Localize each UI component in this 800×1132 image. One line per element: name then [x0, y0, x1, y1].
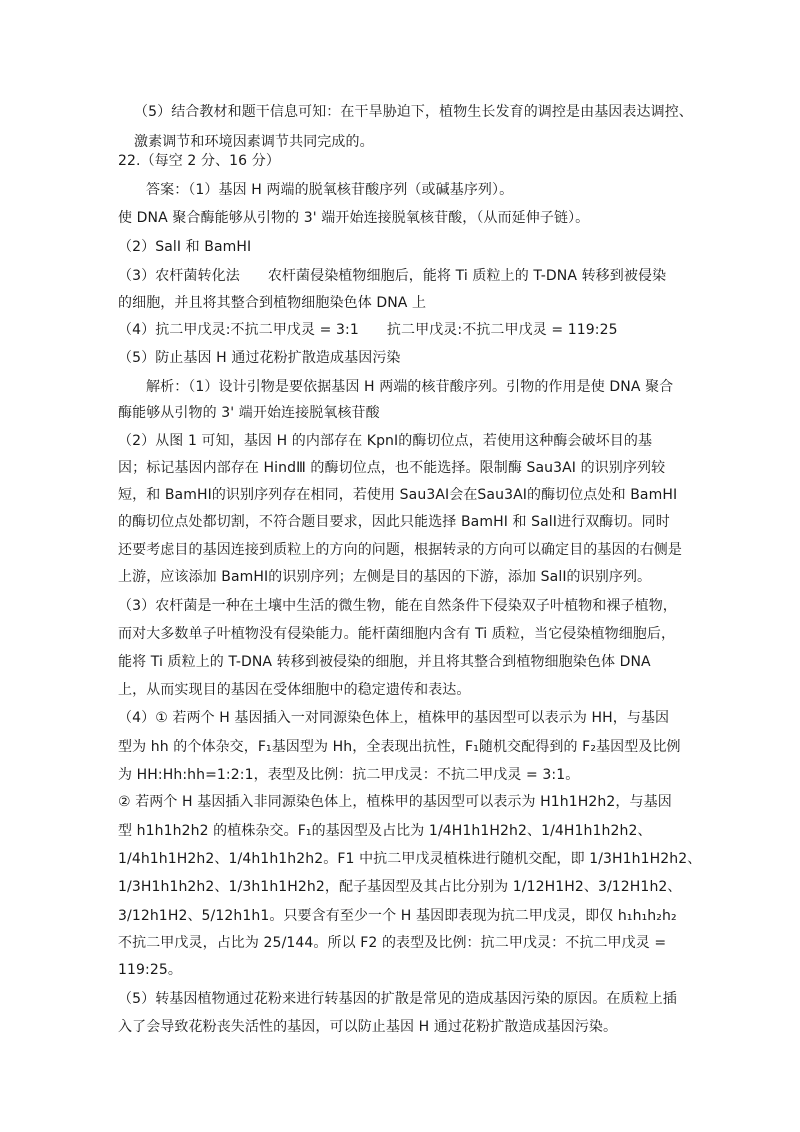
answer-2: （2）SalI 和 BamHI: [118, 239, 252, 255]
analysis-4-line5: 型 h1h1h2h2 的植株杂交。F₁的基因型及占比为 1/4H1h1H2h2、1/4H1h1h2h2、: [118, 823, 652, 839]
analysis-2-line1: （2）从图 1 可知，基因 H 的内部存在 KpnⅠ的酶切位点，若使用这种酶会破坏目的基: [118, 433, 653, 449]
analysis-2-line3: 短，和 BamHI的识别序列存在相同，若使用 Sau3AI会在Sau3AI的酶切位点处和 BamHI: [118, 487, 678, 503]
analysis-2-line6: 上游，应该添加 BamHI的识别序列；左侧是目的基因的下游，添加 SalI的识别序列。: [118, 569, 652, 585]
answer-1-line1: 答案：（1）基因 H 两端的脱氧核苷酸序列（或碱基序列）。: [146, 182, 514, 198]
q22-header: 22.（每空 2 分、16 分）: [118, 153, 280, 169]
analysis-1-line1: 解析：（1）设计引物是要依据基因 H 两端的核苷酸序列。引物的作用是使 DNA 聚合: [146, 379, 674, 395]
analysis-4-line9: 不抗二甲戊灵，占比为 25/144。所以 F2 的表型及比例：抗二甲戊灵：不抗二甲戊灵 =: [118, 935, 667, 951]
analysis-2-line5: 还要考虑目的基因连接到质粒上的方向的问题，根据转录的方向可以确定目的基因的右侧是: [118, 542, 682, 558]
analysis-4-line8: 3/12h1H2、5/12h1h1。只要含有至少一个 H 基因即表现为抗二甲戊灵，即仅 h₁h₁h₂h₂: [118, 908, 677, 924]
analysis-4-line6: 1/4h1h1H2h2、1/4h1h1h2h2。F1 中抗二甲戊灵植株进行随机交配，即 1/3H1h1H2h2、: [118, 851, 702, 867]
analysis-2-line2: 因；标记基因内部存在 HindⅢ 的酶切位点，也不能选择。限制酶 Sau3AI 的识别序列较: [118, 460, 666, 476]
analysis-4-line1: （4）① 若两个 H 基因插入一对同源染色体上，植株甲的基因型可以表示为 HH，与基因: [118, 710, 670, 726]
answer-3-line1: [118, 267, 666, 285]
analysis-3-line4: 上，从而实现目的基因在受体细胞中的稳定遗传和表达。: [118, 682, 471, 698]
analysis-4-line2: 型为 hh 的个体杂交，F₁基因型为 Hh，全表现出抗性，F₁随机交配得到的 F₂基因型及比例: [118, 739, 681, 755]
answer-1-line2: 使 DNA 聚合酶能够从引物的 3' 端开始连接脱氧核苷酸，（从而延伸子链）。: [118, 210, 590, 226]
analysis-2-line4: 的酶切位点处都切割，不符合题目要求，因此只能选择 BamHI 和 SalI进行双酶切。同时: [118, 514, 670, 530]
analysis-4-line10: 119:25。: [118, 962, 182, 978]
analysis-4-line3: 为 HH:Hh:hh=1:2:1，表型及比例：抗二甲戊灵：不抗二甲戊灵 = 3:1。: [118, 767, 580, 783]
analysis-5-line2: 入了会导致花粉丧失活性的基因，可以防止基因 H 通过花粉扩散造成基因污染。: [118, 1019, 618, 1035]
answer-3-method: （3）农杆菌转化法: [118, 268, 240, 284]
answer-3-explanation: 农杆菌侵染植物细胞后，能将 Ti 质粒上的 T-DNA 转移到被侵染: [267, 268, 667, 284]
analysis-4-line7: 1/3H1h1h2h2、1/3h1h1H2h2，配子基因型及其占比分别为 1/12H1H2、3/12H1h2、: [118, 879, 682, 895]
answer-4-ratio-a: （4）抗二甲戊灵:不抗二甲戊灵 = 3:1: [118, 322, 359, 338]
analysis-5-line1: （5）转基因植物通过花粉来进行转基因的扩散是常见的造成基因污染的原因。在质粒上插: [118, 991, 677, 1007]
q21-part5-line1: （5）结合教材和题干信息可知：在干旱胁迫下，植物生长发育的调控是由基因表达调控、: [134, 104, 693, 120]
q21-part5-line2: 激素调节和环境因素调节共同完成的。: [134, 134, 374, 150]
analysis-3-line2: 而对大多数单子叶植物没有侵染能力。能杆菌细胞内含有 Ti 质粒，当它侵染植物细胞后，: [118, 626, 676, 642]
answer-3-line2: 的细胞，并且将其整合到植物细胞染色体 DNA 上: [118, 295, 427, 311]
analysis-3-line3: 能将 Ti 质粒上的 T-DNA 转移到被侵染的细胞，并且将其整合到植物细胞染色体 DNA: [118, 654, 651, 670]
analysis-4-line4: ② 若两个 H 基因插入非同源染色体上，植株甲的基因型可以表示为 H1h1H2h2，与基因: [118, 794, 672, 810]
answer-4-ratio-b: 抗二甲戊灵:不抗二甲戊灵 = 119:25: [386, 322, 618, 338]
analysis-1-line2: 酶能够从引物的 3' 端开始连接脱氧核苷酸: [118, 405, 380, 421]
answer-4: [118, 321, 618, 339]
analysis-3-line1: （3）农杆菌是一种在土壤中生活的微生物，能在自然条件下侵染双子叶植物和裸子植物，: [118, 598, 677, 614]
answer-5: （5）防止基因 H 通过花粉扩散造成基因污染: [118, 350, 401, 366]
